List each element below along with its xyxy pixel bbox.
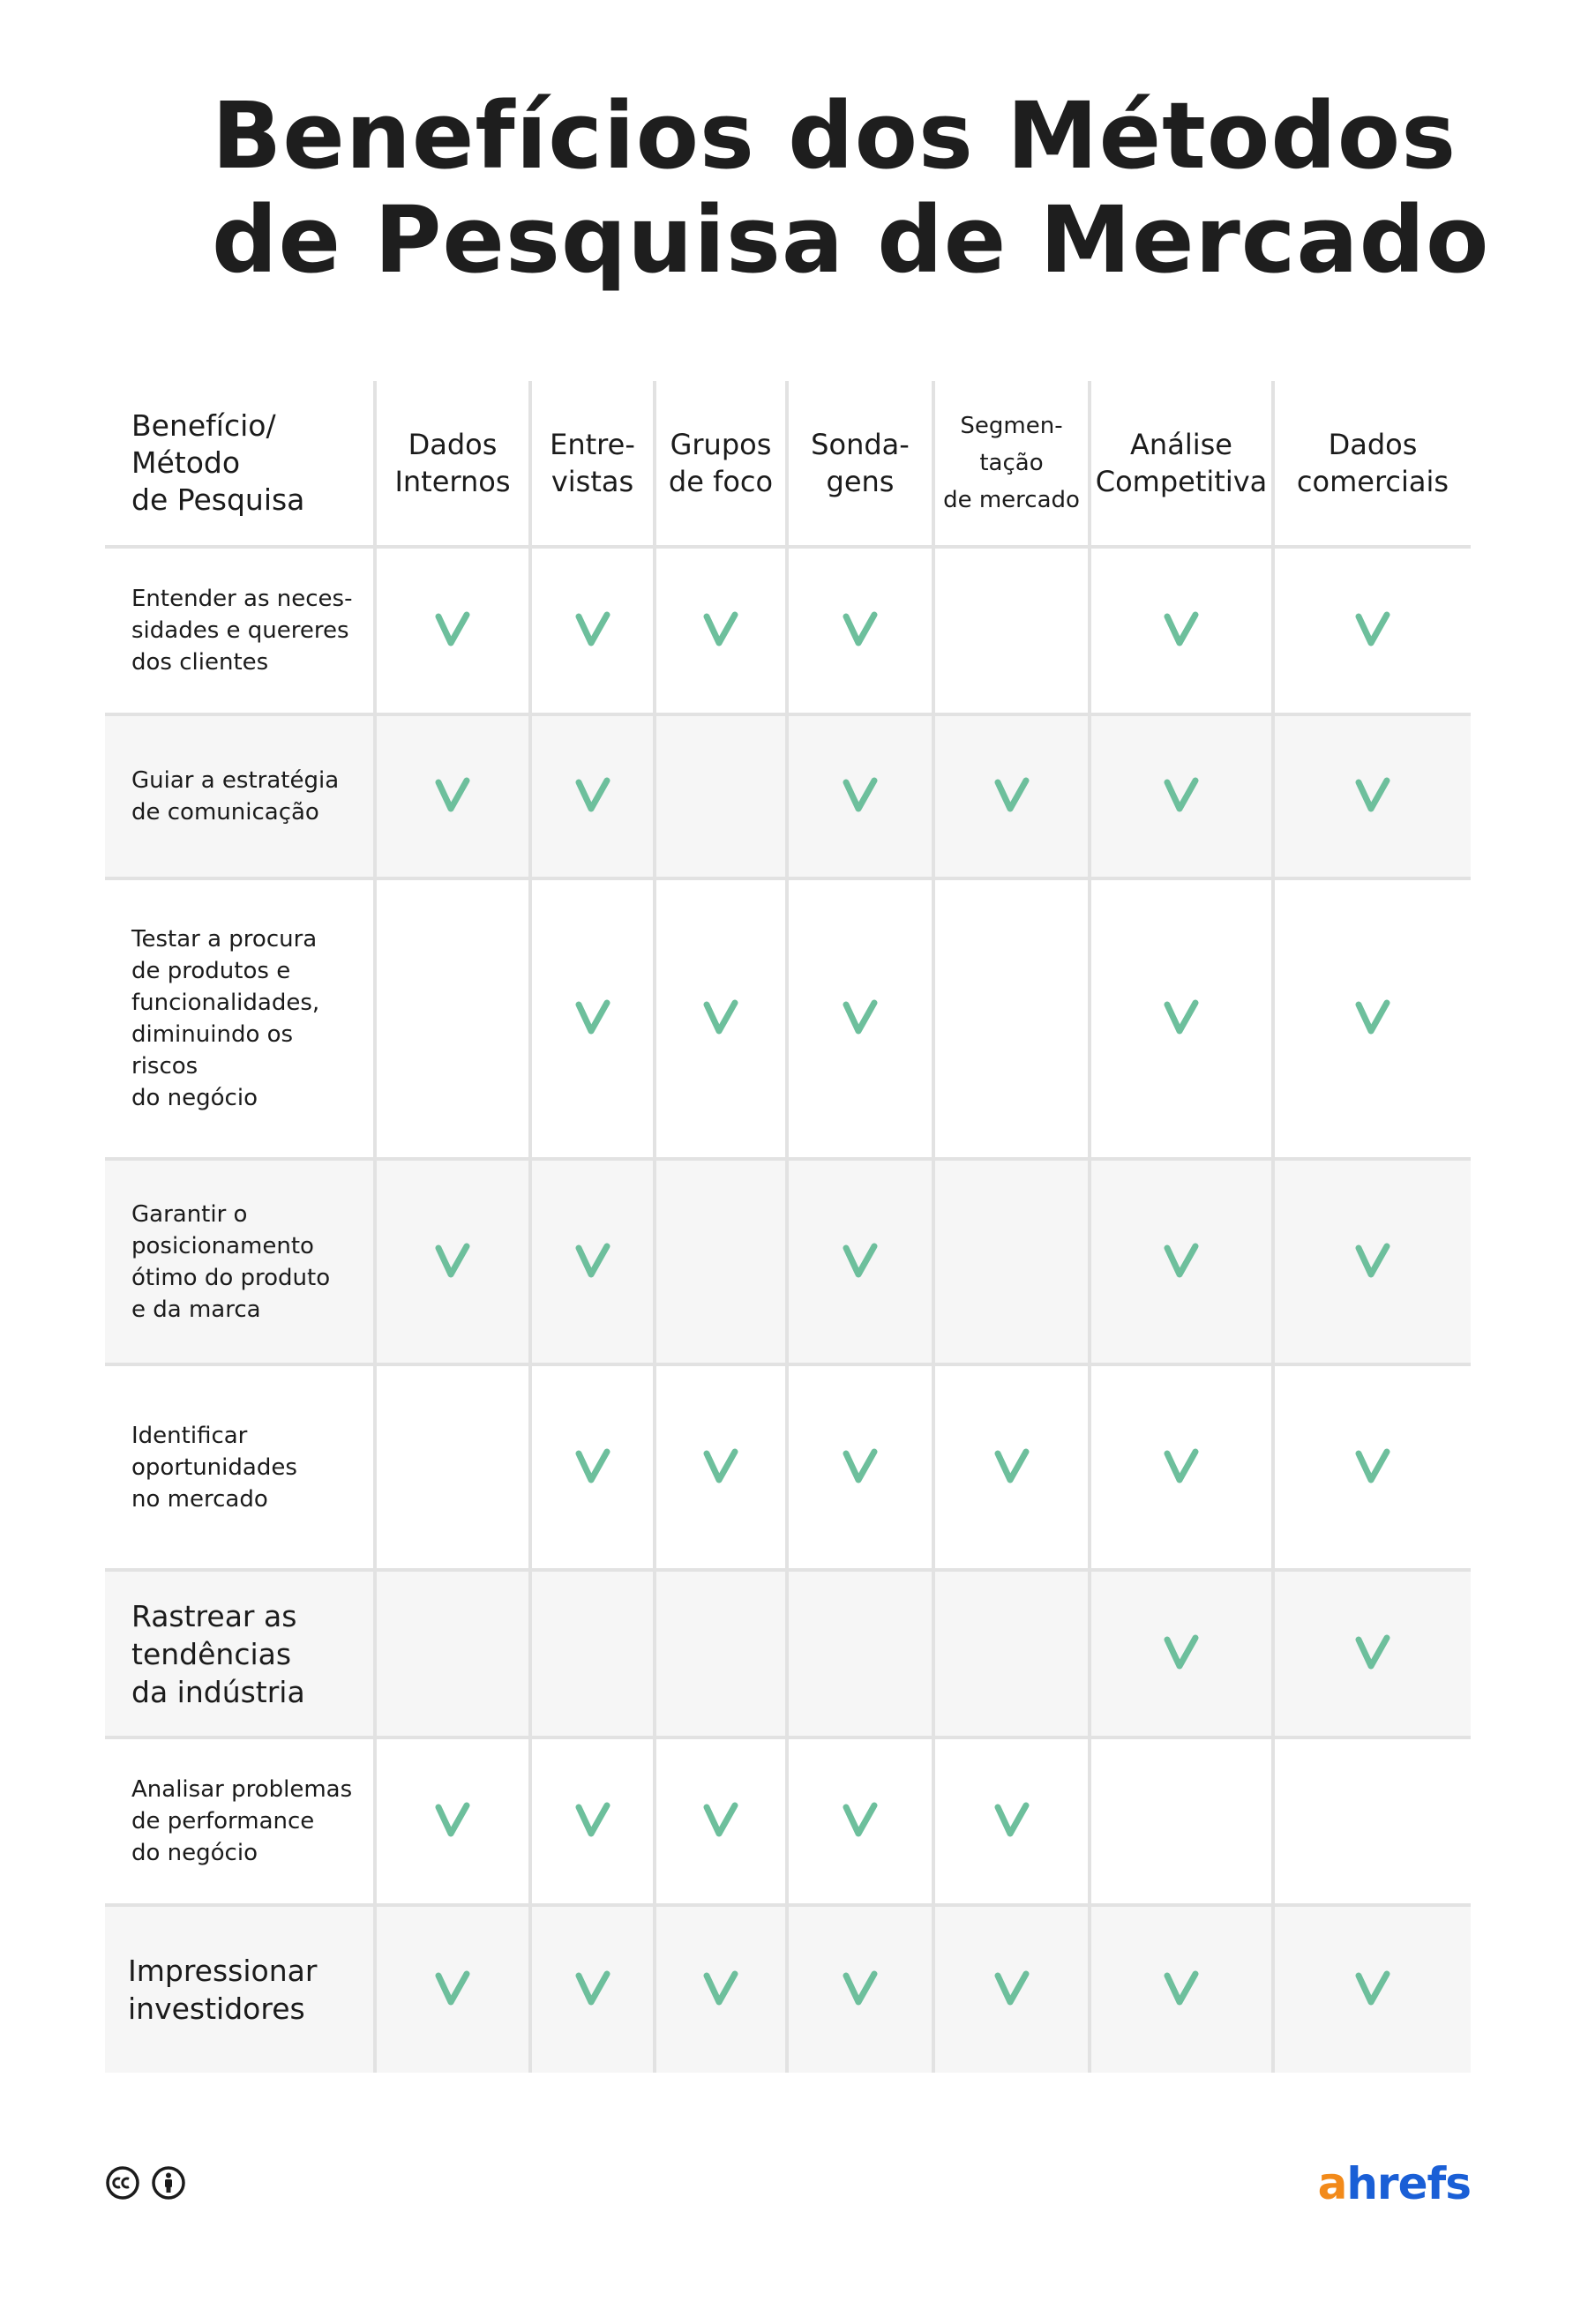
check-cell <box>1273 547 1471 714</box>
check-icon <box>1355 1448 1390 1483</box>
check-cell <box>787 878 933 1159</box>
check-cell <box>1090 1737 1273 1905</box>
check-cell <box>375 1905 530 2073</box>
check-cell <box>375 714 530 878</box>
table-row <box>105 878 1471 1159</box>
check-icon <box>575 1448 610 1483</box>
check-icon <box>703 999 738 1035</box>
check-icon <box>435 1243 470 1278</box>
check-cell <box>933 1737 1090 1905</box>
check-cell <box>530 1364 655 1570</box>
check-cell <box>375 547 530 714</box>
check-icon <box>843 1802 878 1837</box>
title-line-2: de Pesquisa de Mercado <box>212 186 1490 294</box>
check-icon <box>575 777 610 812</box>
check-cell <box>375 1159 530 1364</box>
check-icon <box>703 1970 738 2006</box>
check-icon <box>843 611 878 646</box>
check-icon <box>1164 1243 1199 1278</box>
column-header: Dados comerciais <box>1273 381 1471 547</box>
table-row <box>105 1159 1471 1364</box>
page-title <box>212 82 1490 294</box>
column-header: Sonda- gens <box>787 381 933 547</box>
check-icon <box>843 999 878 1035</box>
check-icon <box>575 1802 610 1837</box>
check-cell <box>933 1570 1090 1737</box>
check-cell <box>787 1159 933 1364</box>
column-header: Segmen- tação de mercado <box>933 381 1090 547</box>
check-icon <box>994 777 1030 812</box>
check-icon <box>994 1448 1030 1483</box>
check-cell <box>1090 1364 1273 1570</box>
check-cell <box>787 1905 933 2073</box>
header-row <box>105 381 1471 547</box>
check-cell <box>787 1364 933 1570</box>
check-cell <box>1273 714 1471 878</box>
check-cell <box>787 1737 933 1905</box>
check-icon <box>1164 777 1199 812</box>
logo-rest: hrefs <box>1346 2158 1471 2209</box>
check-cell <box>787 714 933 878</box>
check-cell <box>1273 1364 1471 1570</box>
check-icon <box>1164 611 1199 646</box>
check-icon <box>843 1243 878 1278</box>
check-icon <box>575 1243 610 1278</box>
check-icon <box>843 1448 878 1483</box>
benefits-table <box>105 381 1471 2073</box>
check-icon <box>1355 999 1390 1035</box>
check-icon <box>1355 1634 1390 1670</box>
check-cell <box>530 1570 655 1737</box>
check-icon <box>435 777 470 812</box>
table-body <box>105 547 1471 2073</box>
check-icon <box>575 1970 610 2006</box>
check-cell <box>787 1570 933 1737</box>
check-icon <box>843 1970 878 2006</box>
ahrefs-logo <box>1318 2159 1471 2208</box>
check-cell <box>530 1737 655 1905</box>
creative-commons-icon <box>105 2165 140 2201</box>
logo-a: a <box>1317 2158 1347 2209</box>
check-cell <box>933 1905 1090 2073</box>
row-label: Impressionar investidores <box>105 1905 375 2073</box>
check-icon <box>703 611 738 646</box>
check-icon <box>435 611 470 646</box>
check-cell <box>787 547 933 714</box>
row-label: Analisar problemas de performance do negócio <box>105 1737 375 1905</box>
column-header: Entre- vistas <box>530 381 655 547</box>
check-cell <box>933 1159 1090 1364</box>
check-cell <box>375 1737 530 1905</box>
check-cell <box>655 1905 787 2073</box>
check-cell <box>655 1570 787 1737</box>
title-line-1: Benefícios dos Métodos <box>212 82 1457 190</box>
check-cell <box>1090 1570 1273 1737</box>
check-cell <box>530 714 655 878</box>
license-icons <box>105 2165 186 2201</box>
check-cell <box>1273 878 1471 1159</box>
check-cell <box>1273 1159 1471 1364</box>
check-icon <box>994 1802 1030 1837</box>
table-row <box>105 1364 1471 1570</box>
check-cell <box>1273 1905 1471 2073</box>
check-icon <box>1355 1970 1390 2006</box>
check-icon <box>575 611 610 646</box>
row-label: Entender as neces- sidades e quereres dos clientes <box>105 547 375 714</box>
table-row <box>105 1905 1471 2073</box>
check-icon <box>703 1802 738 1837</box>
check-icon <box>435 1970 470 2006</box>
check-icon <box>994 1970 1030 2006</box>
check-cell <box>1090 547 1273 714</box>
check-cell <box>375 1364 530 1570</box>
check-cell <box>530 878 655 1159</box>
check-cell <box>1273 1570 1471 1737</box>
check-cell <box>933 878 1090 1159</box>
check-cell <box>655 714 787 878</box>
check-cell <box>655 1364 787 1570</box>
check-cell <box>1090 878 1273 1159</box>
check-cell <box>655 878 787 1159</box>
check-cell <box>530 1905 655 2073</box>
check-icon <box>1355 1243 1390 1278</box>
row-label: Guiar a estratégia de comunicação <box>105 714 375 878</box>
check-cell <box>1090 714 1273 878</box>
check-cell <box>375 1570 530 1737</box>
attribution-icon <box>151 2165 186 2201</box>
column-header: Análise Competitiva <box>1090 381 1273 547</box>
check-cell <box>530 1159 655 1364</box>
check-cell <box>1090 1159 1273 1364</box>
row-label: Identificar oportunidades no mercado <box>105 1364 375 1570</box>
check-cell <box>933 714 1090 878</box>
check-icon <box>1355 777 1390 812</box>
check-icon <box>843 777 878 812</box>
row-label: Garantir o posicionamento ótimo do produto e da marca <box>105 1159 375 1364</box>
check-icon <box>1164 1634 1199 1670</box>
check-icon <box>1164 1448 1199 1483</box>
corner-header: Benefício/ Método de Pesquisa <box>131 408 305 517</box>
check-cell <box>933 1364 1090 1570</box>
row-label: Testar a procura de produtos e funcionalidades, diminuindo os riscos do negócio <box>105 878 375 1159</box>
check-icon <box>575 999 610 1035</box>
table-row <box>105 547 1471 714</box>
check-cell <box>375 878 530 1159</box>
check-icon <box>1164 999 1199 1035</box>
column-header: Grupos de foco <box>655 381 787 547</box>
check-cell <box>655 1737 787 1905</box>
row-label: Rastrear as tendências da indústria <box>105 1570 375 1737</box>
table-row <box>105 1737 1471 1905</box>
check-cell <box>1090 1905 1273 2073</box>
check-cell <box>655 547 787 714</box>
check-icon <box>435 1802 470 1837</box>
table-row <box>105 714 1471 878</box>
check-cell <box>530 547 655 714</box>
column-header: Dados Internos <box>375 381 530 547</box>
check-cell <box>933 547 1090 714</box>
table-row <box>105 1570 1471 1737</box>
check-cell <box>1273 1737 1471 1905</box>
check-icon <box>703 1448 738 1483</box>
check-icon <box>1164 1970 1199 2006</box>
check-cell <box>655 1159 787 1364</box>
check-icon <box>1355 611 1390 646</box>
